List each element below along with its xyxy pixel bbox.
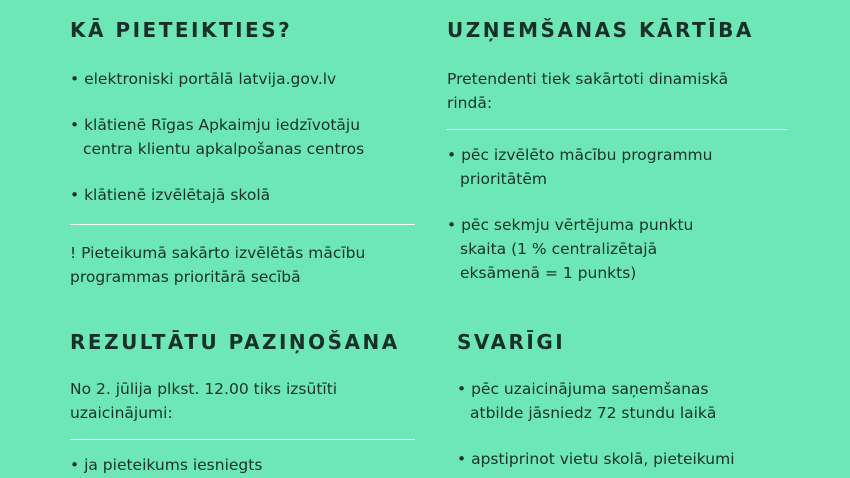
divider [70, 224, 415, 225]
results-heading: REZULTĀTU PAZIŅOŠANA [70, 330, 400, 354]
divider [70, 439, 415, 440]
results-intro-line1: No 2. jūlija plkst. 12.00 tiks izsūtīti [70, 380, 338, 398]
results-section [70, 330, 415, 477]
priority-note-line2: programmas prioritārā secībā [70, 268, 301, 286]
apply-client-center-item-line2: centra klientu apkalpošanas centros [83, 140, 365, 158]
how-to-apply-heading: KĀ PIETEIKTIES? [70, 18, 293, 42]
admission-intro-line2: rindā: [447, 94, 493, 112]
apply-client-center-item-line1: • klātienē Rīgas Apkaimju iedzīvotāju [70, 116, 361, 134]
priority-criteria-line2: prioritātēm [460, 170, 547, 188]
score-criteria-line3: eksāmenā = 1 punkts) [460, 264, 637, 282]
important-section [457, 330, 797, 471]
apply-school-item: • klātienē izvēlētajā skolā [70, 186, 271, 204]
admission-order-section [447, 18, 787, 285]
results-intro-line2: uzaicinājumi: [70, 404, 173, 422]
score-criteria-line1: • pēc sekmju vērtējuma punktu [447, 216, 694, 234]
confirm-place-line1: • apstiprinot vietu skolā, pieteikumi [457, 450, 735, 468]
priority-criteria-line1: • pēc izvēlēto mācību programmu [447, 146, 713, 164]
important-heading: SVARĪGI [457, 330, 566, 354]
admission-intro-line1: Pretendenti tiek sakārtoti dinamiskā [447, 70, 729, 88]
response-deadline-line1: • pēc uzaicinājuma saņemšanas [457, 380, 709, 398]
response-deadline-line2: atbilde jāsniedz 72 stundu laikā [470, 404, 717, 422]
results-item-line1: • ja pieteikums iesniegts [70, 456, 263, 474]
apply-online-item: • elektroniski portālā latvija.gov.lv [70, 70, 337, 88]
score-criteria-line2: skaita (1 % centralizētajā [460, 240, 658, 258]
priority-note-line1: ! Pieteikumā sakārto izvēlētās mācību [70, 244, 366, 262]
how-to-apply-section [70, 18, 415, 289]
admission-order-heading: UZŅEMŠANAS KĀRTĪBA [447, 18, 754, 42]
divider [447, 129, 787, 130]
